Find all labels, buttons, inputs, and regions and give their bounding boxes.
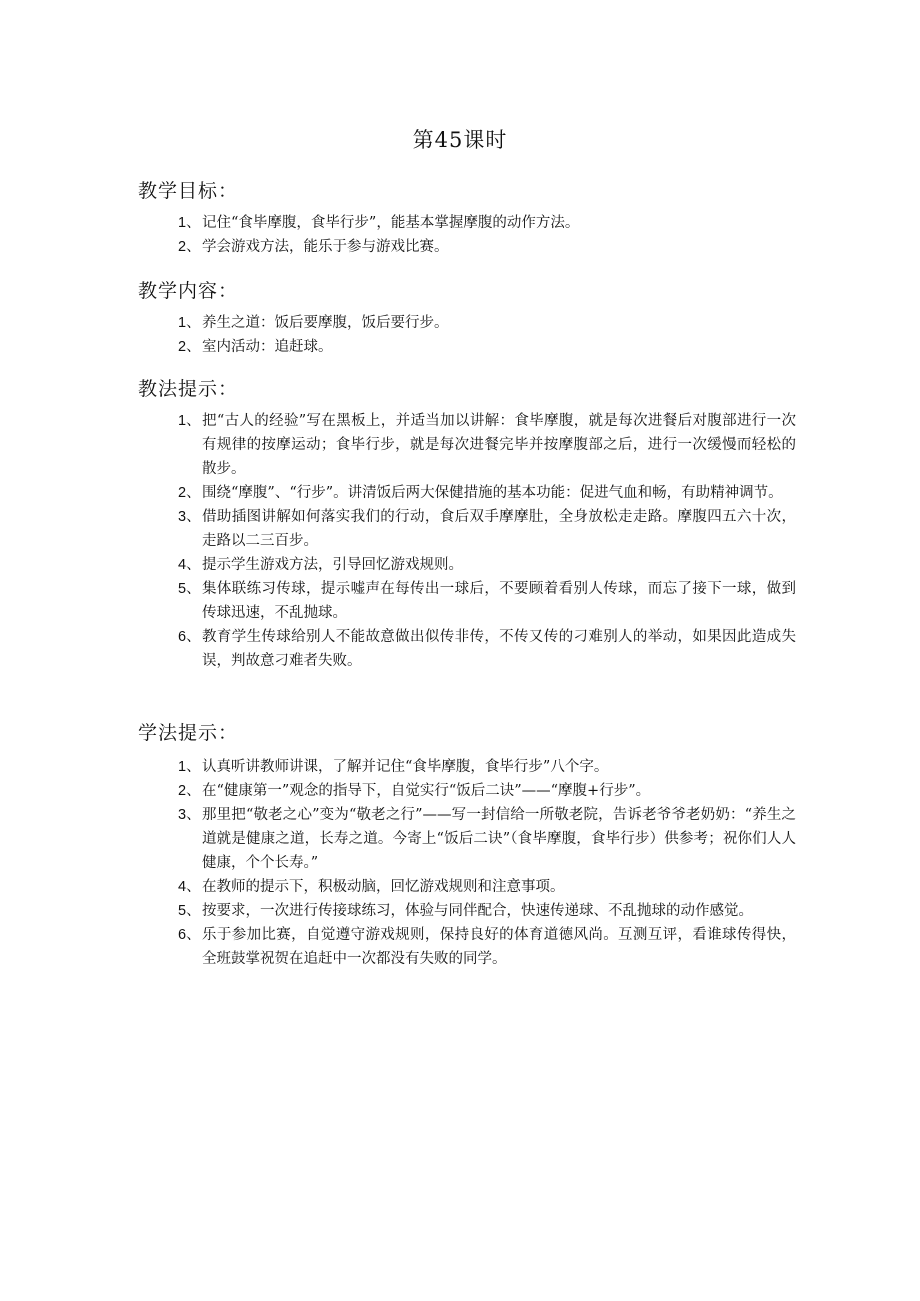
item-number: 1、 — [178, 215, 201, 231]
list-item — [178, 923, 796, 971]
section-heading-learning-tips: 学法提示： — [138, 722, 239, 744]
item-text: 养生之道：饭后要摩腹，饭后要行步。 — [202, 315, 449, 331]
item-text: 记住“食毕摩腹，食毕行步”，能基本掌握摩腹的动作方法。 — [202, 215, 580, 231]
item-number: 6、 — [178, 927, 201, 943]
item-number: 5、 — [178, 581, 201, 597]
item-number: 2、 — [178, 239, 201, 255]
item-text: 室内活动：追赶球。 — [202, 339, 333, 355]
item-text: 乐于参加比赛，自觉遵守游戏规则，保持良好的体育道德风尚。互测互评，看谁球传得快，全班鼓掌祝贺在追赶中一次都没有失败的同学。 — [202, 927, 796, 967]
item-text: 认真听讲教师讲课，了解并记住“食毕摩腹，食毕行步”八个字。 — [202, 759, 609, 775]
item-text: 把“古人的经验”写在黑板上，并适当加以讲解：食毕摩腹，就是每次进餐后对腹部进行一次有规律的按摩运动；食毕行步，就是每次进餐完毕并按摩腹部之后，进行一次缓慢而轻松的散步。 — [202, 413, 796, 477]
item-text: 集体联练习传球，提示嘘声在每传出一球后，不要顾着看别人传球，而忘了接下一球，做到传球迅速，不乱抛球。 — [202, 581, 796, 621]
item-text: 提示学生游戏方法，引导回忆游戏规则。 — [202, 557, 463, 573]
list-item — [178, 755, 796, 779]
list-item — [178, 803, 796, 875]
item-text: 教育学生传球给别人不能故意做出似传非传，不传又传的刁难别人的举动，如果因此造成失误，判故意刁难者失败。 — [202, 629, 796, 669]
item-number: 3、 — [178, 807, 201, 823]
section-list-content — [178, 311, 796, 359]
item-text: 在教师的提示下，积极动脑，回忆游戏规则和注意事项。 — [202, 879, 565, 895]
item-text: 围绕“摩腹”、“行步”。讲清饭后两大保健措施的基本功能：促进气血和畅，有助精神调节。 — [202, 485, 783, 501]
item-number: 1、 — [178, 413, 201, 429]
item-number: 1、 — [178, 315, 201, 331]
list-item — [178, 779, 796, 803]
item-text: 学会游戏方法，能乐于参与游戏比赛。 — [202, 239, 449, 255]
list-item — [178, 235, 796, 259]
list-item — [178, 481, 796, 505]
item-number: 2、 — [178, 485, 201, 501]
section-heading-content: 教学内容： — [138, 280, 239, 302]
list-item — [178, 409, 796, 481]
list-item — [178, 875, 796, 899]
item-number: 4、 — [178, 879, 201, 895]
item-number: 2、 — [178, 339, 201, 355]
item-text: 那里把“敬老之心”变为“敬老之行”——写一封信给一所敬老院，告诉老爷爷老奶奶：“养生之道就是健康之道，长寿之道。今寄上“饭后二诀”（食毕摩腹，食毕行步）供参考；祝你们人人健康，个个长寿。” — [202, 807, 796, 871]
list-item — [178, 577, 796, 625]
item-number: 2、 — [178, 783, 201, 799]
item-text: 借助插图讲解如何落实我们的行动，食后双手摩摩肚，全身放松走走路。摩腹四五六十次，走路以二三百步。 — [202, 509, 796, 549]
list-item — [178, 899, 796, 923]
item-number: 6、 — [178, 629, 201, 645]
section-list-teaching-tips — [178, 409, 796, 673]
list-item — [178, 335, 796, 359]
item-number: 4、 — [178, 557, 201, 573]
item-number: 5、 — [178, 903, 201, 919]
list-item — [178, 211, 796, 235]
section-heading-teaching-tips: 教法提示： — [138, 378, 239, 400]
item-number: 3、 — [178, 509, 201, 525]
list-item — [178, 553, 796, 577]
page-title: 第45课时 — [412, 128, 508, 152]
section-heading-objectives: 教学目标： — [138, 180, 239, 202]
item-number: 1、 — [178, 759, 201, 775]
item-text: 在“健康第一”观念的指导下，自觉实行“饭后二诀”——“摩腹+行步”。 — [202, 783, 651, 799]
list-item — [178, 505, 796, 553]
section-list-learning-tips — [178, 755, 796, 971]
list-item — [178, 625, 796, 673]
section-list-objectives — [178, 211, 796, 259]
list-item — [178, 311, 796, 335]
item-text: 按要求，一次进行传接球练习，体验与同伴配合，快速传递球、不乱抛球的动作感觉。 — [202, 903, 753, 919]
